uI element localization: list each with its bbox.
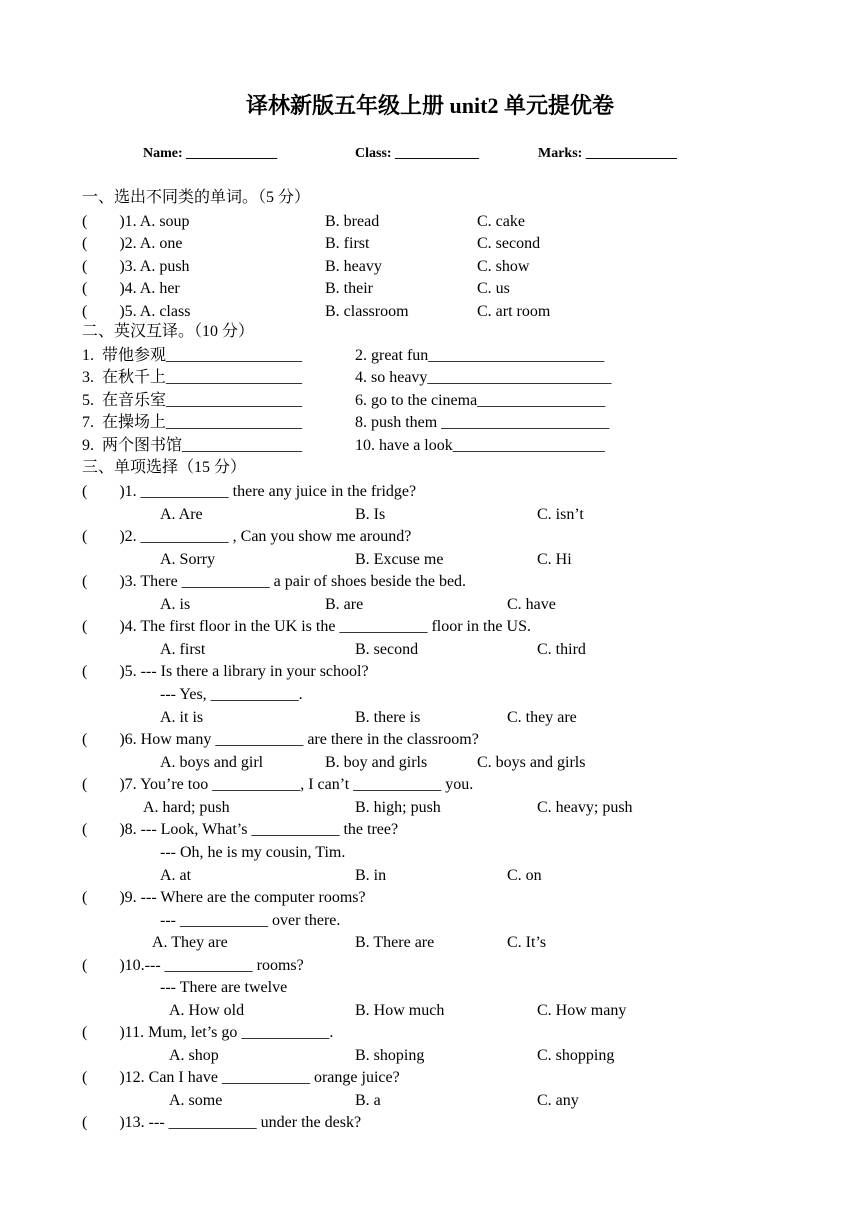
option-b: B. a xyxy=(355,1092,381,1109)
question-stem: ( )10.--- ___________ rooms? xyxy=(82,957,304,974)
question-stem: ( )8. --- Look, What’s ___________ the tree? xyxy=(82,821,399,838)
question-reply: --- There are twelve xyxy=(160,979,288,996)
option-b: B. Excuse me xyxy=(355,551,444,568)
option-a: A. Are xyxy=(160,506,203,523)
question-stem: ( )12. Can I have ___________ orange juice? xyxy=(82,1069,400,1086)
option-c: C. cake xyxy=(477,213,525,230)
option-b: B. there is xyxy=(355,709,421,726)
option-a: A. is xyxy=(160,596,191,613)
option-c: C. third xyxy=(537,641,586,658)
option-c: C. boys and girls xyxy=(477,754,586,771)
option-b: B. There are xyxy=(355,934,435,951)
question-stem: ( )4. A. her xyxy=(82,280,180,297)
translation-item: 5. 在音乐室_________________ xyxy=(82,392,303,409)
option-c: C. on xyxy=(507,867,542,884)
option-b: B. Is xyxy=(355,506,386,523)
option-c: C. show xyxy=(477,258,530,275)
marks-field: Marks: _____________ xyxy=(538,146,677,161)
question-stem: ( )2. A. one xyxy=(82,235,183,252)
option-b: B. How much xyxy=(355,1002,445,1019)
option-b: B. heavy xyxy=(325,258,382,275)
option-b: B. are xyxy=(325,596,364,613)
section-heading: 二、英汉互译。（10 分） xyxy=(82,323,255,340)
option-b: B. their xyxy=(325,280,373,297)
question-stem: ( )9. --- Where are the computer rooms? xyxy=(82,889,366,906)
option-a: A. it is xyxy=(160,709,204,726)
option-c: C. Hi xyxy=(537,551,572,568)
option-c: C. have xyxy=(507,596,556,613)
page-title: 译林新版五年级上册 unit2 单元提优卷 xyxy=(246,93,614,118)
question-stem: ( )4. The first floor in the UK is the ___________ floor in the US. xyxy=(82,618,531,635)
question-stem: ( )5. A. class xyxy=(82,303,191,320)
option-c: C. How many xyxy=(537,1002,627,1019)
question-reply: --- ___________ over there. xyxy=(160,912,341,929)
translation-item: 4. so heavy_______________________ xyxy=(355,369,612,386)
option-b: B. shoping xyxy=(355,1047,425,1064)
option-a: A. first xyxy=(160,641,206,658)
class-field: Class: ____________ xyxy=(355,146,480,161)
option-b: B. bread xyxy=(325,213,380,230)
translation-item: 1. 带他参观_________________ xyxy=(82,347,303,364)
option-c: C. us xyxy=(477,280,510,297)
section-heading: 一、选出不同类的单词。（5 分） xyxy=(82,189,311,206)
option-a: A. hard; push xyxy=(143,799,230,816)
translation-item: 6. go to the cinema________________ xyxy=(355,392,606,409)
question-stem: ( )1. ___________ there any juice in the fridge? xyxy=(82,483,417,500)
option-b: B. high; push xyxy=(355,799,441,816)
translation-item: 8. push them _____________________ xyxy=(355,414,610,431)
question-reply: --- Yes, ___________. xyxy=(160,686,303,703)
question-stem: ( )11. Mum, let’s go ___________. xyxy=(82,1024,334,1041)
option-c: C. second xyxy=(477,235,541,252)
option-a: A. How old xyxy=(169,1002,245,1019)
section-heading: 三、单项选择（15 分） xyxy=(82,459,247,476)
question-stem: ( )6. How many ___________ are there in the classroom? xyxy=(82,731,479,748)
option-c: C. It’s xyxy=(507,934,547,951)
option-c: C. they are xyxy=(507,709,577,726)
translation-item: 10. have a look___________________ xyxy=(355,437,605,454)
option-a: A. some xyxy=(169,1092,223,1109)
question-stem: ( )2. ___________ , Can you show me around? xyxy=(82,528,412,545)
option-b: B. second xyxy=(355,641,419,658)
question-stem: ( )3. There ___________ a pair of shoes beside the bed. xyxy=(82,573,467,590)
translation-item: 3. 在秋千上_________________ xyxy=(82,369,303,386)
option-c: C. heavy; push xyxy=(537,799,633,816)
translation-item: 7. 在操场上_________________ xyxy=(82,414,303,431)
question-stem: ( )5. --- Is there a library in your school? xyxy=(82,663,369,680)
option-c: C. shopping xyxy=(537,1047,615,1064)
question-stem: ( )7. You’re too ___________, I can’t ___________ you. xyxy=(82,776,474,793)
option-c: C. isn’t xyxy=(537,506,584,523)
question-stem: ( )3. A. push xyxy=(82,258,190,275)
name-field: Name: _____________ xyxy=(143,146,278,161)
translation-item: 9. 两个图书馆_______________ xyxy=(82,437,303,454)
option-c: C. any xyxy=(537,1092,579,1109)
option-a: A. at xyxy=(160,867,192,884)
option-b: B. in xyxy=(355,867,387,884)
option-a: A. They are xyxy=(152,934,228,951)
option-a: A. boys and girl xyxy=(160,754,264,771)
option-a: A. shop xyxy=(169,1047,219,1064)
option-b: B. boy and girls xyxy=(325,754,428,771)
question-stem: ( )13. --- ___________ under the desk? xyxy=(82,1114,362,1131)
option-c: C. art room xyxy=(477,303,551,320)
question-stem: ( )1. A. soup xyxy=(82,213,190,230)
option-b: B. first xyxy=(325,235,370,252)
translation-item: 2. great fun______________________ xyxy=(355,347,605,364)
option-b: B. classroom xyxy=(325,303,409,320)
question-reply: --- Oh, he is my cousin, Tim. xyxy=(160,844,346,861)
option-a: A. Sorry xyxy=(160,551,216,568)
